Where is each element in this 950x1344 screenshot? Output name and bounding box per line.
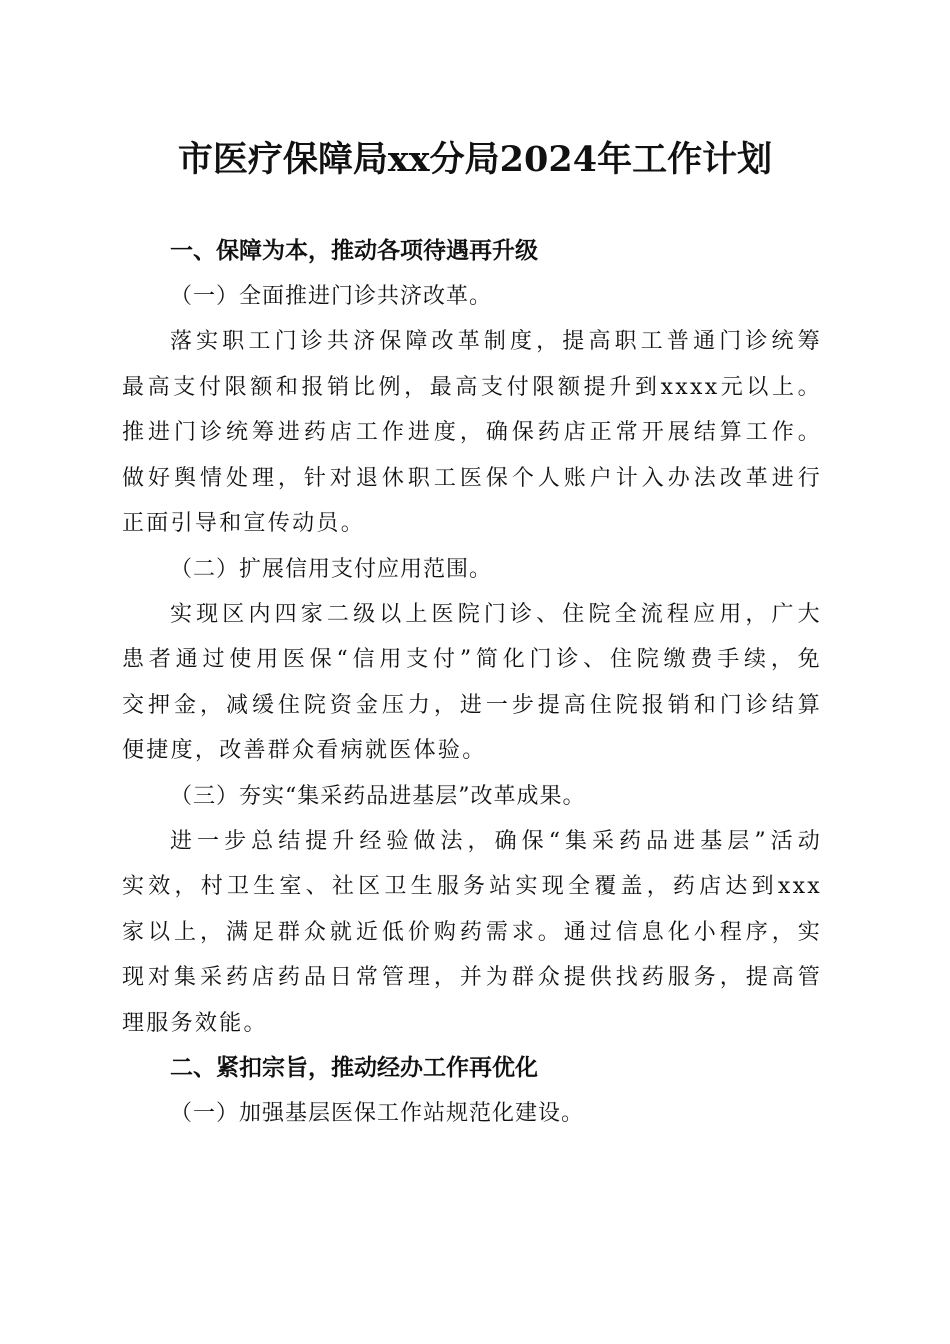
paragraph-line: 做好舆情处理，针对退休职工医保个人账户计入办法改革进行 bbox=[122, 465, 822, 491]
paragraph-line: 推进门诊统筹进药店工作进度，确保药店正常开展结算工作。 bbox=[122, 420, 822, 445]
paragraph-line: 家以上，满足群众就近低价购药需求。通过信息化小程序，实 bbox=[122, 919, 822, 945]
document-body bbox=[122, 229, 822, 1136]
section-1-2-paragraph bbox=[122, 592, 822, 774]
paragraph-line: 交押金，减缓住院资金压力，进一步提高住院报销和门诊结算 bbox=[122, 692, 822, 718]
section-2-1-heading: （一）加强基层医保工作站规范化建设。 bbox=[170, 1101, 585, 1126]
document-title: 市医疗保障局xx分局2024年工作计划 bbox=[177, 139, 773, 180]
section-1-3-paragraph bbox=[122, 819, 822, 1047]
section-1-heading: 一、保障为本，推动各项待遇再升级 bbox=[170, 238, 538, 264]
section-2-heading: 二、紧扣宗旨，推动经办工作再优化 bbox=[170, 1055, 538, 1081]
paragraph-line: 便捷度，改善群众看病就医体验。 bbox=[122, 738, 487, 763]
paragraph-line: 正面引导和宣传动员。 bbox=[122, 511, 366, 536]
paragraph-line: 进一步总结提升经验做法，确保“集采药品进基层”活动 bbox=[170, 828, 822, 854]
paragraph-line: 现对集采药店药品日常管理，并为群众提供找药服务，提高管 bbox=[122, 965, 822, 990]
section-1-3-heading: （三）夯实“集采药品进基层”改革成果。 bbox=[170, 783, 586, 809]
section-1-1-paragraph bbox=[122, 319, 822, 547]
section-1-2-heading: （二）扩展信用支付应用范围。 bbox=[170, 556, 493, 582]
section-1-1-heading: （一）全面推进门诊共济改革。 bbox=[170, 284, 493, 309]
paragraph-line: 实效，村卫生室、社区卫生服务站实现全覆盖，药店达到xxx bbox=[122, 874, 822, 899]
paragraph-line: 落实职工门诊共济保障改革制度，提高职工普通门诊统筹 bbox=[170, 329, 822, 354]
paragraph-line: 最高支付限额和报销比例，最高支付限额提升到xxxx元以上。 bbox=[122, 374, 822, 400]
paragraph-line: 理服务效能。 bbox=[122, 1010, 268, 1036]
paragraph-line: 实现区内四家二级以上医院门诊、住院全流程应用，广大 bbox=[170, 601, 822, 627]
paragraph-line: 患者通过使用医保“信用支付”简化门诊、住院缴费手续，免 bbox=[122, 647, 822, 672]
